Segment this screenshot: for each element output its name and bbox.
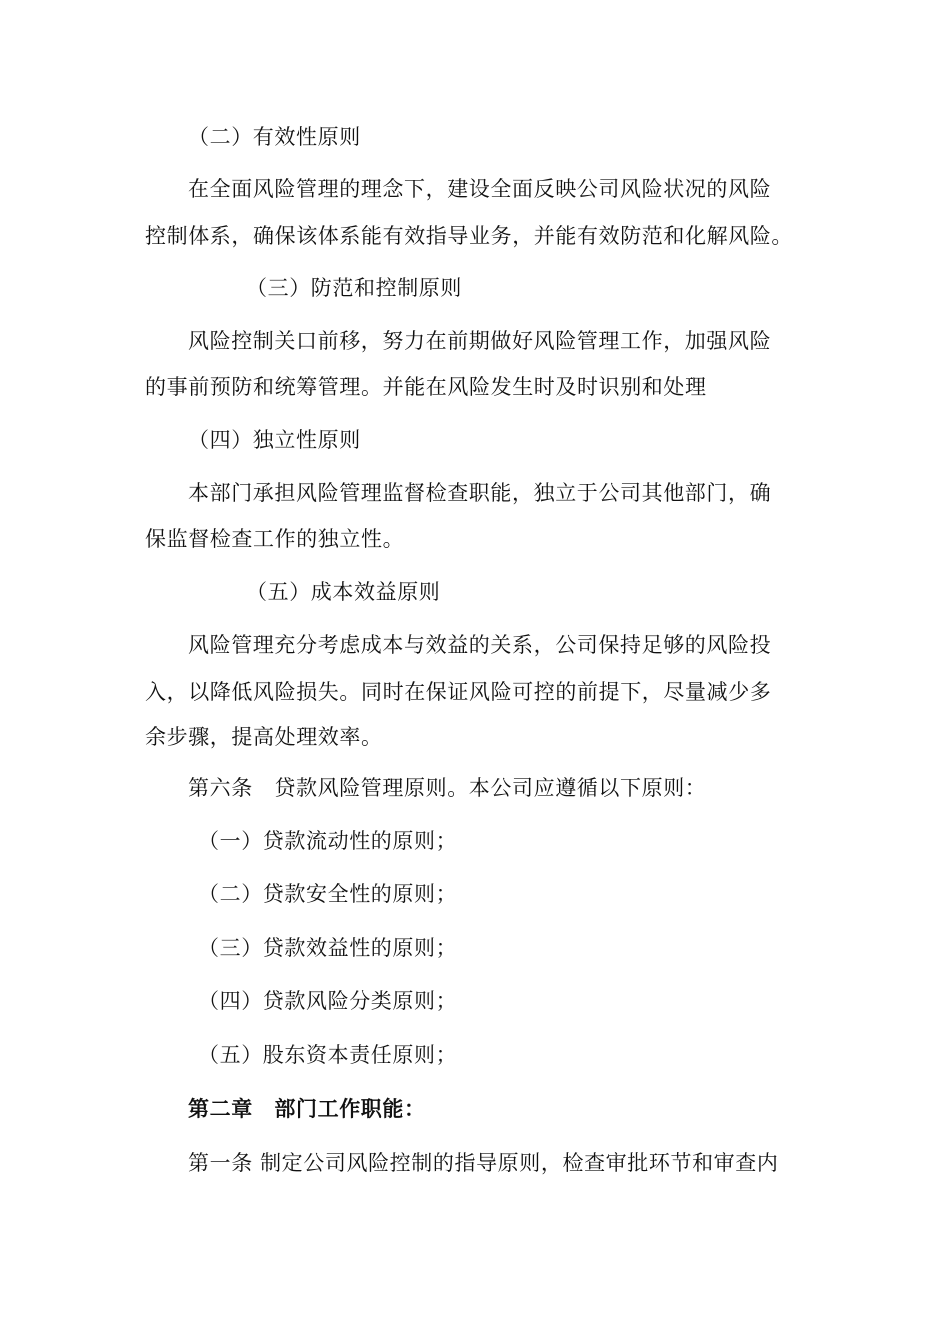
list-item: （五）股东资本责任原则； <box>198 1043 458 1067</box>
subheading-effectiveness: （二）有效性原则 <box>188 125 361 149</box>
paragraph-line: 保监督检查工作的独立性。 <box>145 527 405 551</box>
subheading-independence: （四）独立性原则 <box>188 428 361 452</box>
paragraph-line: 的事前预防和统筹管理。并能在风险发生时及时识别和处理 <box>145 375 707 399</box>
chapter-heading: 第二章 部门工作职能： <box>188 1096 426 1121</box>
list-item: （三）贷款效益性的原则； <box>198 936 458 960</box>
paragraph-line: 本部门承担风险管理监督检查职能，独立于公司其他部门，确 <box>188 481 772 505</box>
article-six: 第六条 贷款风险管理原则。本公司应遵循以下原则： <box>188 776 707 800</box>
paragraph-line: 在全面风险管理的理念下，建设全面反映公司风险状况的风险 <box>188 177 772 201</box>
paragraph-line: 余步骤，提高处理效率。 <box>145 725 383 749</box>
list-item: （二）贷款安全性的原则； <box>198 882 458 906</box>
article-one: 第一条 制定公司风险控制的指导原则，检查审批环节和审查内 <box>188 1151 779 1175</box>
paragraph-line: 风险控制关口前移，努力在前期做好风险管理工作，加强风险 <box>188 329 772 353</box>
subheading-prevention: （三）防范和控制原则 <box>246 276 462 300</box>
paragraph-line: 入，以降低风险损失。同时在保证风险可控的前提下，尽量减少多 <box>145 680 772 704</box>
subheading-cost-benefit: （五）成本效益原则 <box>246 580 441 604</box>
paragraph-line: 风险管理充分考虑成本与效益的关系，公司保持足够的风险投 <box>188 633 772 657</box>
list-item: （一）贷款流动性的原则； <box>198 829 458 853</box>
paragraph-line: 控制体系，确保该体系能有效指导业务，并能有效防范和化解风险。 <box>145 224 793 248</box>
list-item: （四）贷款风险分类原则； <box>198 989 458 1013</box>
